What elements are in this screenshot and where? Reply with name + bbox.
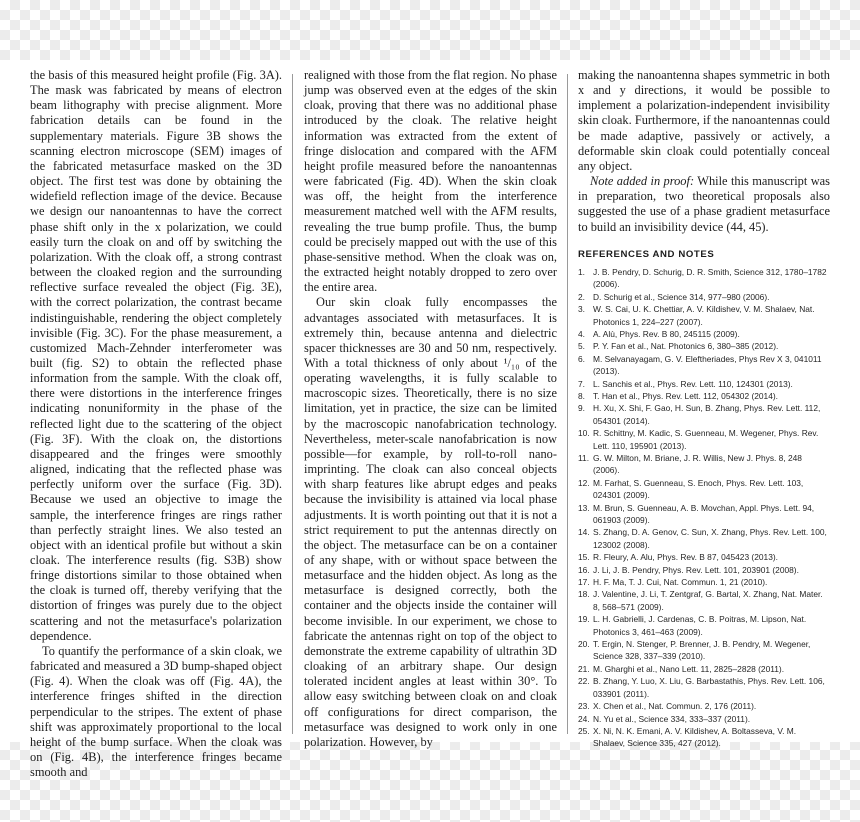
reference-text: T. Ergin, N. Stenger, P. Brenner, J. B. Pendry, M. Wegener, Science 328, 337–339 (2010). — [593, 639, 811, 662]
note-label: Note added in proof: — [590, 174, 695, 189]
reference-number: 6. — [578, 353, 585, 364]
reference-text: R. Fleury, A. Alu, Phys. Rev. B 87, 045423 (2013). — [593, 552, 778, 563]
note-text: While this manuscript was in preparation, two theoretical proposals also suggested the use of a phase gradient metasurface to build an invisibility device (44, 45). — [578, 174, 830, 234]
reference-item — [578, 378, 830, 390]
reference-text: J. Li, J. B. Pendry, Phys. Rev. Lett. 101, 203901 (2008). — [593, 564, 799, 575]
reference-text: B. Zhang, Y. Luo, X. Liu, G. Barbastathis, Phys. Rev. Lett. 106, 033901 (2011). — [593, 676, 825, 699]
article-page — [0, 60, 860, 780]
reference-item — [578, 340, 830, 352]
reference-number: 20. — [578, 639, 590, 650]
reference-number: 16. — [578, 564, 590, 575]
reference-number: 1. — [578, 266, 585, 277]
reference-item — [578, 675, 830, 700]
reference-item — [578, 402, 830, 427]
reference-item — [578, 713, 830, 725]
text-column-3 — [578, 68, 830, 749]
reference-text: M. Farhat, S. Guenneau, S. Enoch, Phys. Rev. Lett. 103, 024301 (2009). — [593, 477, 804, 501]
reference-item — [578, 427, 830, 452]
reference-number: 2. — [578, 291, 585, 302]
reference-item — [578, 353, 830, 378]
column-rule — [567, 74, 568, 734]
reference-number: 24. — [578, 713, 590, 724]
reference-text: D. Schurig et al., Science 314, 977–980 (2006). — [593, 291, 770, 302]
reference-item — [578, 526, 830, 551]
reference-number: 23. — [578, 701, 590, 712]
reference-text: R. Schittny, M. Kadic, S. Guenneau, M. Wegener, Phys. Rev. Lett. 110, 195901 (2013). — [593, 428, 819, 451]
reference-number: 17. — [578, 577, 590, 588]
reference-number: 3. — [578, 304, 585, 315]
reference-number: 25. — [578, 725, 590, 736]
reference-item — [578, 291, 830, 303]
reference-item — [578, 663, 830, 675]
column-gap-top — [558, 100, 578, 130]
reference-item — [578, 564, 830, 576]
reference-item — [578, 638, 830, 663]
reference-number: 21. — [578, 663, 590, 674]
reference-text: S. Zhang, D. A. Genov, C. Sun, X. Zhang, Phys. Rev. Lett. 100, 123002 (2008). — [593, 527, 827, 550]
reference-item — [578, 477, 830, 502]
paragraph: To quantify the performance of a skin cloak, we fabricated and measured a 3D bump-shaped object (Fig. 4). When the cloak was off (Fig. 4A), the interference fringes shifted in the direction perpendicular to the stripes. The extent of phase shift was approximately proportional to the local height of the bump surface. When the cloak was on (Fig. 4B), the interference fringes became smooth and — [30, 643, 282, 780]
reference-text: W. S. Cai, U. K. Chettiar, A. V. Kildishev, V. M. Shalaev, Nat. Photonics 1, 224–227 (2007). — [593, 304, 815, 327]
column-gap-top — [284, 100, 304, 130]
reference-item — [578, 390, 830, 402]
reference-number: 10. — [578, 428, 590, 439]
reference-number: 9. — [578, 403, 585, 414]
reference-item — [578, 700, 830, 712]
reference-text: J. B. Pendry, D. Schurig, D. R. Smith, Science 312, 1780–1782 (2006). — [593, 266, 827, 290]
reference-text: M. Brun, S. Guenneau, A. B. Movchan, Appl. Phys. Lett. 94, 061903 (2009). — [593, 502, 815, 525]
reference-number: 19. — [578, 614, 590, 625]
reference-text: L. H. Gabrielli, J. Cardenas, C. B. Poitras, M. Lipson, Nat. Photonics 3, 461–463 (2009). — [593, 614, 807, 637]
reference-number: 15. — [578, 552, 590, 563]
reference-text: P. Y. Fan et al., Nat. Photonics 6, 380–385 (2012). — [593, 341, 779, 352]
reference-item — [578, 551, 830, 563]
reference-item — [578, 328, 830, 340]
reference-text: G. W. Milton, M. Briane, J. R. Willis, New J. Phys. 8, 248 (2006). — [593, 452, 802, 476]
reference-item — [578, 266, 830, 291]
reference-number: 13. — [578, 502, 590, 513]
reference-number: 22. — [578, 676, 590, 687]
reference-item — [578, 502, 830, 527]
reference-number: 7. — [578, 378, 585, 389]
reference-number: 8. — [578, 390, 585, 401]
reference-text: A. Alù, Phys. Rev. B 80, 245115 (2009). — [593, 328, 740, 339]
reference-text: T. Han et al., Phys. Rev. Lett. 112, 054302 (2014). — [593, 390, 778, 401]
reference-item — [578, 588, 830, 613]
reference-text: H. F. Ma, T. J. Cui, Nat. Commun. 1, 21 (2010). — [593, 577, 768, 588]
reference-number: 12. — [578, 477, 590, 488]
reference-item — [578, 303, 830, 328]
paragraph: the basis of this measured height profile (Fig. 3A). The mask was fabricated by means of electron beam lithography with precise alignment. More fabrication details can be found in the supplementary materials. Figure 3B shows the scanning electron microscope (SEM) images of the fabricated metasurface masked on the 3D object. The first test was done by obtaining the widefield reflection image of the device. Because we design our nanoantennas to have the correct phase shift only in the x polarization, we could easily turn the cloak on and off by switching the polarization. With the cloak off, a strong contrast between the cloaked region and the surrounding reflective surface revealed the object (Fig. 3E), with the correct polarization, the contrast became indistinguishable, rendering the object completely invisible (Fig. 3C). For the phase measurement, a customized Mach-Zehnder interferometer was built (fig. S2) to obtain the reflected phase information from the sample. With the cloak off, there were distortions in the interference fringes indicating nonuniformity in the phase of the reflected light due to the scattering of the object (Fig. 3F). With the cloak on, the distortions disappeared and the fringes were smoothly aligned, indicating that the reflected phase was perfectly uniform over the surface (Fig. 3D). Because we used an objective to image the sample, the interference fringes are rings rather than perfectly straight lines. We also tested an object with an identical profile but without a skin cloak. The interference results (fig. S3B) show fringe distortions similar to those obtained when the cloak is turned off, thereby verifying that the distortion of fringes was purely due to the object scattering and not the metasurface's polarization dependence. — [30, 68, 282, 643]
references-heading: REFERENCES AND NOTES — [578, 248, 715, 260]
reference-text: X. Chen et al., Nat. Commun. 2, 176 (2011). — [593, 701, 757, 712]
paragraph: Our skin cloak fully encompasses the advantages associated with metasurfaces. It is extremely thin, because antenna and dielectric spacer thicknesses are 30 and 50 nm, respectively. With a total thickness of only about ¹/₁₀ of the operating wavelengths, it is fully scalable to macroscopic sizes. Theoretically, there is no size limitation, yet in practice, the size can be limited by the macroscopic nanofabrication technology. Nevertheless, meter-scale nanofabrication is now possible—for example, by roll-to-roll nano-imprinting. The cloak can also conceal objects with sharp features like abrupt edges and peaks because the invisibility is attained via local phase adjustments. It is worth pointing out that it is not a strict requirement to put the antennas directly on the object. The metasurface can be on a container of any shape, with or without space between the metasurface and the hidden object. As long as the metasurface is designed correctly, both the container and the objects inside the container will become invisible. In our experiment, we chose to fabricate the antennas right on top of the object to demonstrate the extreme capability of ultrathin 3D cloaking of an arbitrary shape. Our design tolerated incident angles at least within 30°. To allow easy switching between cloak on and cloak off configurations for direct comparison, the metasurface was designed to work only in one polarization. However, by — [304, 295, 557, 749]
paragraph: realigned with those from the flat region. No phase jump was observed even at the edges of the skin cloak, proving that there was no additional phase introduced by the cloak. The relative height information was extracted from the extent of fringe dislocation and compared with the AFM height profile measured before the nanoantennas were fabricated (Fig. 4D). When the skin cloak was off, the height from the interference measurement matched well with the AFM results, revealing the true bump profile. Thus, the bump could be precisely mapped out with the use of this phase-sensitive method. When the cloak was on, the extracted height notably dropped to zero over the entire area. — [304, 68, 557, 295]
reference-number: 18. — [578, 589, 590, 600]
reference-item — [578, 452, 830, 477]
reference-text: J. Valentine, J. Li, T. Zentgraf, G. Bartal, X. Zhang, Nat. Mater. 8, 568–571 (2009). — [593, 589, 823, 612]
paragraph: making the nanoantenna shapes symmetric in both x and y directions, it would be possible to implement a polarization-independent invisibility skin cloak. Furthermore, if the nanoantennas could be made adaptive, passively or actively, a deformable skin cloak could potentially conceal any object. — [578, 68, 830, 173]
reference-item — [578, 725, 830, 750]
reference-number: 5. — [578, 341, 585, 352]
reference-text: X. Ni, N. K. Emani, A. V. Kildishev, A. Boltasseva, V. M. Shalaev, Science 335, 427 (2012). — [593, 725, 797, 749]
reference-number: 4. — [578, 328, 585, 339]
text-column-1 — [30, 68, 282, 780]
reference-text: H. Xu, X. Shi, F. Gao, H. Sun, B. Zhang, Phys. Rev. Lett. 112, 054301 (2014). — [593, 403, 821, 426]
references-list — [578, 266, 830, 750]
reference-text: M. Selvanayagam, G. V. Eleftheriades, Phys Rev X 3, 041011 (2013). — [593, 353, 822, 377]
reference-text: N. Yu et al., Science 334, 333–337 (2011). — [593, 713, 751, 724]
reference-item — [578, 613, 830, 638]
column-rule — [292, 74, 293, 734]
reference-number: 11. — [578, 452, 590, 463]
reference-text: L. Sanchis et al., Phys. Rev. Lett. 110, 124301 (2013). — [593, 378, 793, 389]
reference-item — [578, 576, 830, 588]
reference-text: M. Gharghi et al., Nano Lett. 11, 2825–2828 (2011). — [593, 663, 785, 674]
reference-number: 14. — [578, 527, 590, 538]
note-added-in-proof — [578, 174, 830, 235]
text-column-2 — [304, 68, 557, 749]
